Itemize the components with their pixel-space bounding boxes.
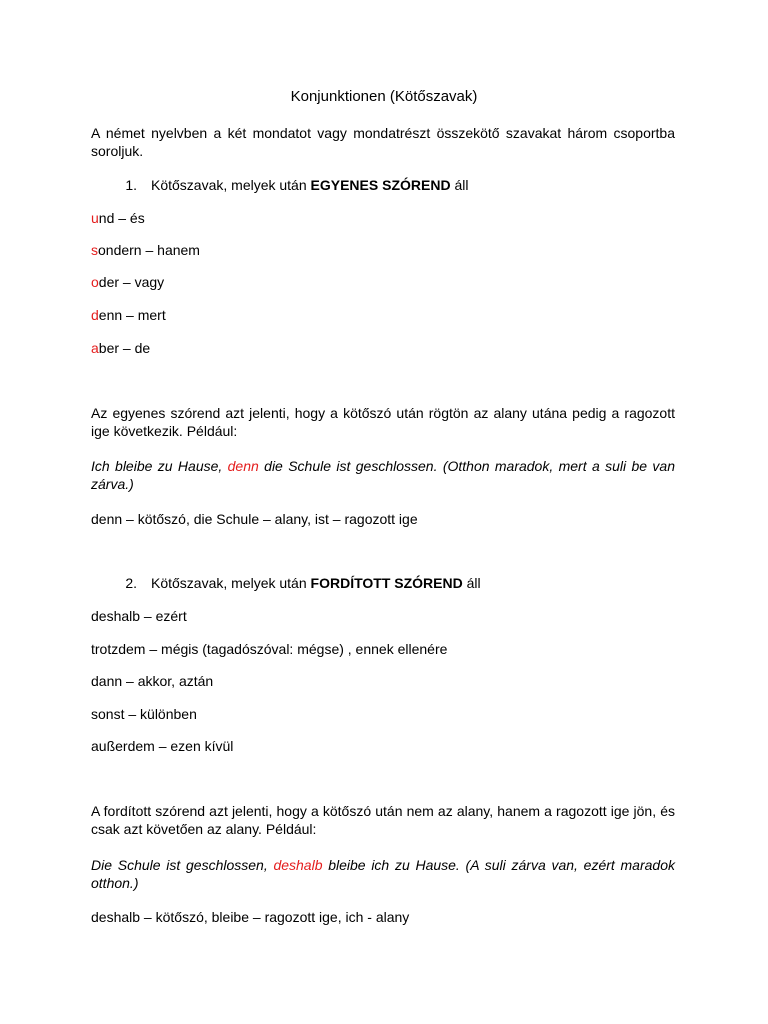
section1-heading bbox=[113, 176, 675, 194]
page-title: Konjunktionen (Kötőszavak) bbox=[290, 88, 478, 105]
section2-heading-prefix: Kötőszavak, melyek után bbox=[151, 575, 311, 591]
section1-example bbox=[91, 457, 675, 493]
item-text: nd – és bbox=[98, 210, 145, 226]
item-initial: d bbox=[91, 307, 99, 323]
example-post: bleibe ich zu Hause. (A suli zárva van, ezért maradok otthon.) bbox=[91, 857, 675, 891]
list-item: außerdem – ezen kívül bbox=[91, 738, 234, 754]
section1-analysis: denn – kötőszó, die Schule – alany, ist – ragozott ige bbox=[91, 511, 418, 527]
item-initial: u bbox=[91, 210, 99, 226]
item-text: der – vagy bbox=[98, 274, 165, 290]
list-item: deshalb – ezért bbox=[91, 608, 187, 624]
section1-heading-bold: EGYENES SZÓREND bbox=[310, 177, 451, 193]
section1-explanation: Az egyenes szórend azt jelenti, hogy a kötőszó után rögtön az alany utána pedig a ragozott ige következik. Például: bbox=[91, 405, 675, 439]
item-initial: s bbox=[91, 242, 98, 258]
intro-paragraph: A német nyelvben a két mondatot vagy mondatrészt összekötő szavakat három csoportba soroljuk. bbox=[91, 125, 675, 159]
item-initial: a bbox=[91, 340, 99, 356]
list-item bbox=[91, 273, 675, 291]
example-conjunction: deshalb bbox=[273, 857, 323, 873]
section2-number: 2. bbox=[125, 575, 137, 591]
section2-heading bbox=[113, 574, 675, 592]
section1-heading-suffix: áll bbox=[450, 177, 469, 193]
section2-heading-bold: FORDÍTOTT SZÓREND bbox=[310, 575, 463, 591]
item-initial: o bbox=[91, 274, 99, 290]
example-pre: Ich bleibe zu Hause, bbox=[91, 458, 228, 474]
item-text: enn – mert bbox=[98, 307, 166, 323]
item-text: ondern – hanem bbox=[98, 242, 200, 258]
list-item: trotzdem – mégis (tagadószóval: mégse) , ennek ellenére bbox=[91, 641, 448, 657]
section1-number: 1. bbox=[125, 177, 137, 193]
section2-analysis: deshalb – kötőszó, bleibe – ragozott ige, ich - alany bbox=[91, 909, 410, 925]
list-item: sonst – különben bbox=[91, 706, 197, 722]
item-text: ber – de bbox=[98, 340, 151, 356]
example-conjunction: denn bbox=[227, 458, 259, 474]
section2-example bbox=[91, 856, 675, 892]
section1-heading-prefix: Kötőszavak, melyek után bbox=[151, 177, 311, 193]
section2-explanation: A fordított szórend azt jelenti, hogy a kötőszó után nem az alany, hanem a ragozott ige jön, és csak azt követően az alany. Például: bbox=[91, 803, 675, 837]
list-item bbox=[91, 339, 675, 357]
list-item: dann – akkor, aztán bbox=[91, 673, 214, 689]
list-item bbox=[91, 306, 675, 324]
section2-heading-suffix: áll bbox=[462, 575, 481, 591]
list-item bbox=[91, 209, 675, 227]
example-post: die Schule ist geschlossen. (Otthon maradok, mert a suli be van zárva.) bbox=[91, 458, 675, 492]
list-item bbox=[91, 241, 675, 259]
example-pre: Die Schule ist geschlossen, bbox=[91, 857, 274, 873]
